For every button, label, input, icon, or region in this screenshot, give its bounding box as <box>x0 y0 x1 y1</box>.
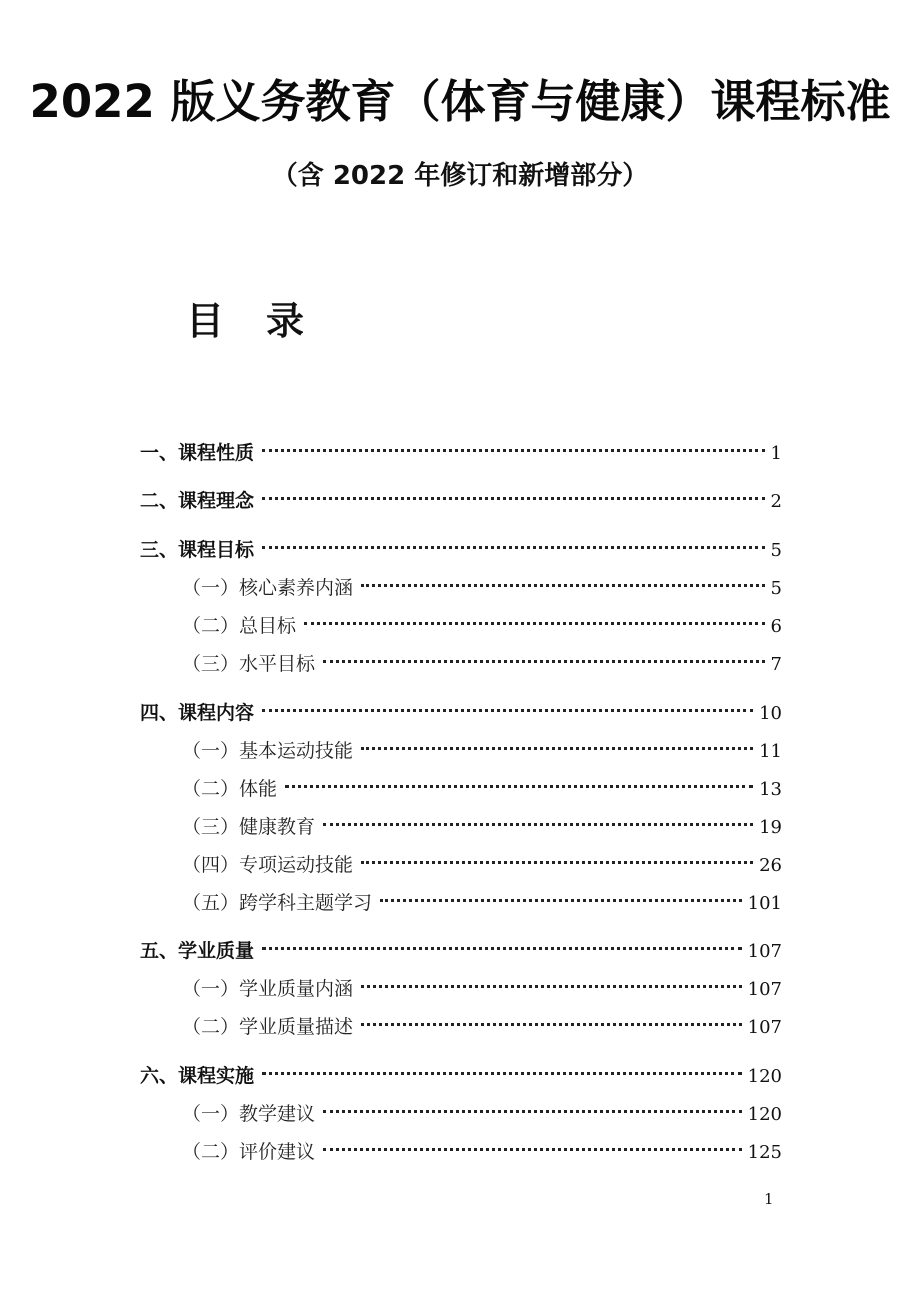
toc-leader-dots <box>304 622 765 625</box>
toc-heading: 目录 <box>186 298 347 343</box>
toc-entry-evaluation-suggestions[interactable] <box>182 1137 782 1167</box>
toc-entry-quality-connotation[interactable] <box>182 974 782 1004</box>
toc-entry-page: 11 <box>759 741 782 762</box>
toc-entry-label: 六、课程实施 <box>140 1065 255 1087</box>
toc-entry-label: 二、课程理念 <box>140 490 255 512</box>
toc-entry-page: 2 <box>770 491 782 512</box>
page-number: 1 <box>764 1190 774 1208</box>
toc-entry-course-content[interactable] <box>140 698 782 728</box>
toc-entry-page: 7 <box>770 654 782 675</box>
toc-entry-core-literacy[interactable] <box>182 573 782 603</box>
toc-leader-dots <box>285 785 753 788</box>
toc-entry-page: 107 <box>747 1017 782 1038</box>
toc-leader-dots <box>361 985 742 988</box>
toc-entry-label: 五、学业质量 <box>140 940 255 962</box>
document-title: 2022 版义务教育（体育与健康）课程标准 <box>29 75 891 128</box>
toc-entry-quality-description[interactable] <box>182 1012 782 1042</box>
toc-leader-dots <box>323 660 765 663</box>
toc-leader-dots <box>323 1148 742 1151</box>
toc-leader-dots <box>262 449 765 452</box>
toc-entry-page: 101 <box>747 893 782 914</box>
toc-leader-dots <box>361 1023 742 1026</box>
toc-entry-label: （一）教学建议 <box>182 1103 316 1125</box>
document-subtitle: （含 2022 年修订和新增部分） <box>271 161 649 191</box>
toc-entry-academic-quality[interactable] <box>140 936 782 966</box>
toc-leader-dots <box>262 709 753 712</box>
toc-entry-page: 1 <box>770 443 782 464</box>
toc-entry-page: 107 <box>747 979 782 1000</box>
toc-entry-specialized-sport-skills[interactable] <box>182 850 782 880</box>
toc-leader-dots <box>323 1110 742 1113</box>
toc-entry-label: （一）核心素养内涵 <box>182 577 354 599</box>
toc-entry-overall-goals[interactable] <box>182 611 782 641</box>
toc-leader-dots <box>380 899 742 902</box>
toc-entry-page: 6 <box>770 616 782 637</box>
toc-entry-teaching-suggestions[interactable] <box>182 1099 782 1129</box>
toc-entry-label: 三、课程目标 <box>140 539 255 561</box>
toc-entry-page: 10 <box>759 703 782 724</box>
toc-entry-label: （二）评价建议 <box>182 1141 316 1163</box>
toc-entry-label: （三）水平目标 <box>182 653 316 675</box>
toc-entry-label: 四、课程内容 <box>140 702 255 724</box>
toc-entry-page: 19 <box>759 817 782 838</box>
toc-entry-page: 5 <box>770 578 782 599</box>
toc-entry-course-goals[interactable] <box>140 535 782 565</box>
toc-leader-dots <box>361 861 753 864</box>
toc-entry-page: 5 <box>770 540 782 561</box>
toc-entry-label: （一）学业质量内涵 <box>182 978 354 1000</box>
toc-entry-page: 26 <box>759 855 782 876</box>
toc-entry-label: （一）基本运动技能 <box>182 740 354 762</box>
toc-entry-label: （二）总目标 <box>182 615 297 637</box>
toc-entry-interdisciplinary-learning[interactable] <box>182 888 782 918</box>
toc-leader-dots <box>262 947 742 950</box>
toc-entry-page: 107 <box>747 941 782 962</box>
toc-entry-health-education[interactable] <box>182 812 782 842</box>
toc-entry-label: （二）学业质量描述 <box>182 1016 354 1038</box>
toc-entry-course-philosophy[interactable] <box>140 486 782 516</box>
toc-entry-label: 一、课程性质 <box>140 442 255 464</box>
toc-entry-label: （三）健康教育 <box>182 816 316 838</box>
toc-entry-course-nature[interactable] <box>140 438 782 468</box>
toc-entry-label: （四）专项运动技能 <box>182 854 354 876</box>
toc-entry-page: 120 <box>747 1104 782 1125</box>
toc-entry-course-implementation[interactable] <box>140 1061 782 1091</box>
toc-entry-page: 125 <box>747 1142 782 1163</box>
toc-entry-level-goals[interactable] <box>182 649 782 679</box>
toc-leader-dots <box>262 497 765 500</box>
toc-entry-page: 13 <box>759 779 782 800</box>
toc-leader-dots <box>361 584 765 587</box>
toc-leader-dots <box>361 747 753 750</box>
toc-entry-page: 120 <box>747 1066 782 1087</box>
toc-leader-dots <box>262 546 765 549</box>
toc-entry-physical-fitness[interactable] <box>182 774 782 804</box>
toc-leader-dots <box>323 823 753 826</box>
toc-leader-dots <box>262 1072 742 1075</box>
toc-entry-label: （二）体能 <box>182 778 278 800</box>
toc-entry-basic-motor-skills[interactable] <box>182 736 782 766</box>
toc-entry-label: （五）跨学科主题学习 <box>182 892 373 914</box>
